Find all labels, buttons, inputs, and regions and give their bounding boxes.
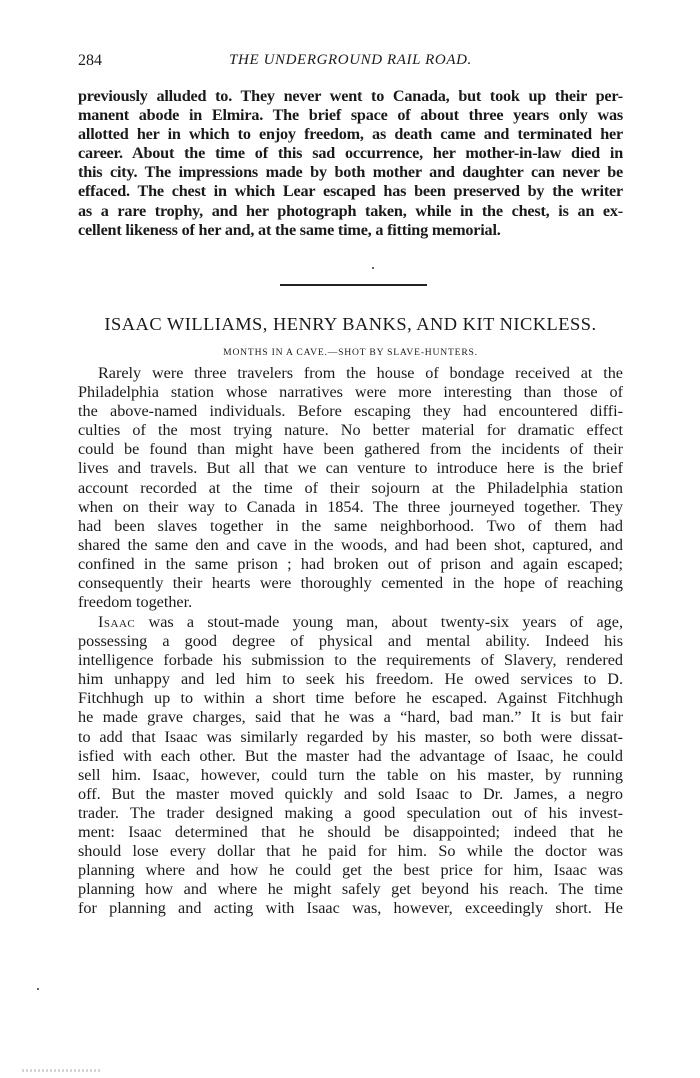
text-line: Fitchhugh up to within a short time before he escaped. Against Fitchhugh: [78, 689, 623, 708]
paragraph-1: [78, 364, 623, 612]
text-line: him unhappy and led him to seek his freedom. He owed services to D.: [78, 670, 623, 689]
text-line: planning where and how he could get the best price for him, Isaac was: [78, 861, 623, 880]
text-line: Philadelphia station whose narratives were more interesting than those of: [78, 383, 623, 402]
text-line: off. But the master moved quickly and sold Isaac to Dr. James, a negro: [78, 784, 623, 803]
text-line: shared the same den and cave in the woods, and had been shot, captured, and: [78, 535, 623, 554]
running-title: THE UNDERGROUND RAIL ROAD.: [229, 52, 472, 68]
text-line: to add that Isaac was similarly regarded by his master, so both were dissat-: [78, 727, 623, 746]
text-line: should lose every dollar that he paid for him. So while the doctor was: [78, 842, 623, 861]
text-line: account recorded at the time of their sojourn at the Philadelphia station: [78, 478, 623, 497]
text-line: confined in the same prison ; had broken out of prison and again escaped;: [78, 554, 623, 573]
paragraph-2: [78, 613, 623, 919]
text-line: he made grave charges, said that he was a “hard, bad man.” It is but fair: [78, 708, 623, 727]
section-subtitle: MONTHS IN A CAVE.—SHOT BY SLAVE-HUNTERS.: [223, 347, 478, 358]
text-line: the above-named individuals. Before escaping they had encountered diffi-: [78, 402, 623, 421]
continuation-paragraph: [78, 87, 623, 240]
text-line: Rarely were three travelers from the house of bondage received at the: [98, 364, 623, 382]
text-line: for planning and acting with Isaac was, however, exceedingly short. He: [78, 899, 623, 918]
text-line: had been slaves together in the same neighborhood. Two of them had: [78, 516, 623, 535]
ink-speck: [37, 988, 39, 990]
text-line: planning how and where he might safely get beyond his reach. The time: [78, 880, 623, 899]
text-line: allotted her in which to enjoy freedom, as death came and terminated her: [78, 125, 623, 144]
text-line: could be found than might have been gathered from the incidents of their: [78, 440, 623, 459]
text-line: effaced. The chest in which Lear escaped has been preserved by the writer: [78, 182, 623, 201]
text-line: intelligence forbade his submission to the requirements of Slavery, rendered: [78, 651, 623, 670]
ink-speck: [372, 267, 374, 269]
text-line: [78, 613, 623, 632]
text-line: as a rare trophy, and her photograph taken, while in the chest, is an ex-: [78, 201, 623, 220]
small-caps-name: Isaac: [98, 613, 136, 631]
text-run: was a stout-made young man, about twenty-six years of age,: [135, 613, 623, 631]
text-line: ment: Isaac determined that he should be disappointed; indeed that he: [78, 823, 623, 842]
text-line: possessing a good degree of physical and mental ability. Indeed his: [78, 632, 623, 651]
text-line: previously alluded to. They never went to Canada, but took up their per-: [78, 87, 623, 105]
scan-artifact: [22, 1069, 100, 1072]
page-header: [78, 52, 623, 74]
text-line: lives and travels. But all that we can venture to introduce here is the brief: [78, 459, 623, 478]
text-line: consequently their hearts were thoroughly cemented in the hope of reaching: [78, 574, 623, 593]
page-number: 284: [78, 52, 102, 69]
text-line: when on their way to Canada in 1854. The three journeyed together. They: [78, 497, 623, 516]
section-divider: [280, 284, 427, 286]
text-line: career. About the time of this sad occurrence, her mother-in-law died in: [78, 144, 623, 163]
text-line: culties of the most trying nature. No better material for dramatic effect: [78, 421, 623, 440]
text-line: sell him. Isaac, however, could turn the table on his master, by running: [78, 765, 623, 784]
text-line: cellent likeness of her and, at the same time, a fitting memorial.: [78, 220, 501, 239]
text-line: freedom together.: [78, 593, 193, 612]
text-line: manent abode in Elmira. The brief space of about three years only was: [78, 106, 623, 125]
text-line: this city. The impressions made by both mother and daughter can never be: [78, 163, 623, 182]
section-title: ISAAC WILLIAMS, HENRY BANKS, AND KIT NICKLESS.: [104, 314, 597, 334]
text-line: isfied with each other. But the master had the advantage of Isaac, he could: [78, 746, 623, 765]
text-line: trader. The trader designed making a good speculation out of his invest-: [78, 803, 623, 822]
